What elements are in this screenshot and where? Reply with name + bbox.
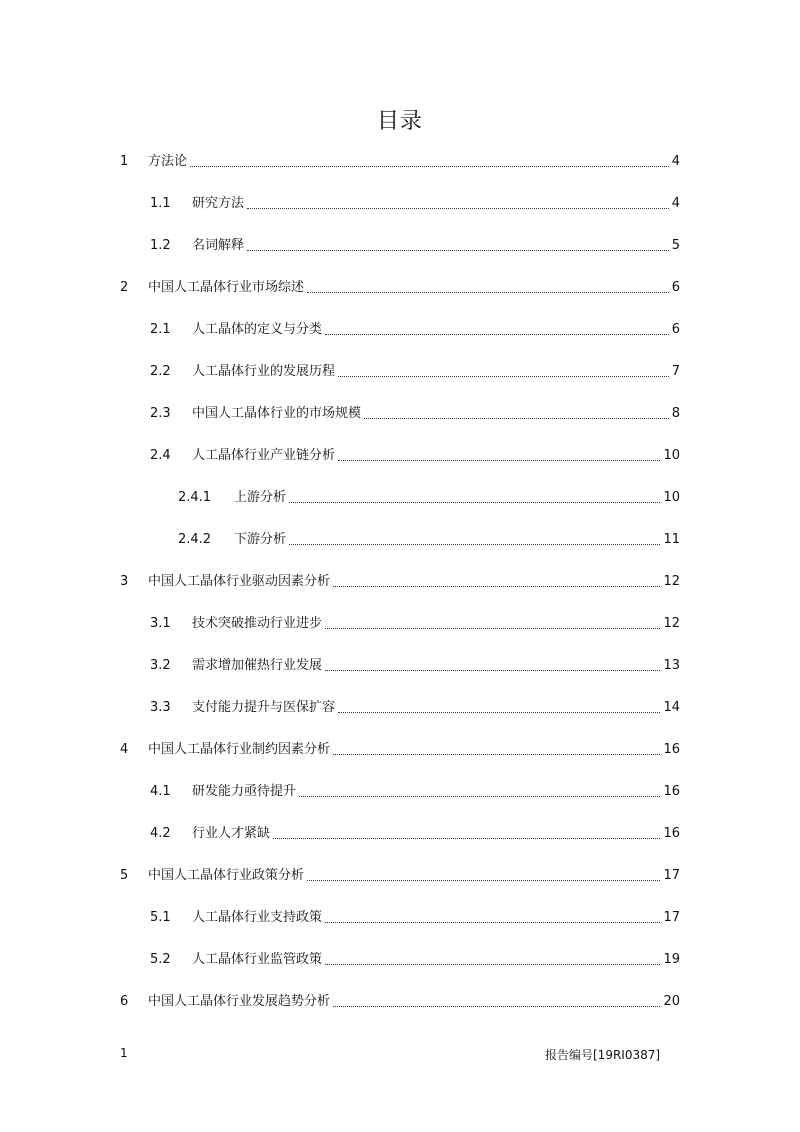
toc-entry[interactable] [150,781,680,801]
toc-leader-dots [333,1006,660,1007]
toc-entry-number: 2.1 [150,322,171,337]
toc-leader-dots [325,334,669,335]
toc-entry[interactable] [150,445,680,465]
toc-leader-dots [247,250,669,251]
toc-entry[interactable] [150,235,680,255]
toc-entry-page: 6 [671,280,680,295]
toc-entry-title: 中国人工晶体行业的市场规模 [192,406,362,421]
toc-leader-dots [325,628,660,629]
toc-entry-title: 名词解释 [192,238,245,253]
toc-title: 目录 [376,109,423,134]
toc-entry-number: 5 [120,868,129,883]
toc-entry-page: 12 [663,616,680,631]
toc-entry-page: 16 [663,784,680,799]
toc-entry-title: 行业人才紧缺 [192,826,271,841]
footer-page-number: 1 [120,1046,128,1060]
toc-entry[interactable] [120,571,680,591]
toc-entry-page: 17 [663,910,680,925]
toc-entry-number: 3.2 [150,658,171,673]
toc-entry-number: 2.2 [150,364,171,379]
toc-entry-number: 2 [120,280,129,295]
toc-entry-title: 人工晶体的定义与分类 [192,322,323,337]
toc-entry-page: 14 [663,700,680,715]
toc-leader-dots [289,544,660,545]
toc-entry[interactable] [150,823,680,843]
toc-entry-title: 需求增加催热行业发展 [192,658,323,673]
toc-entry-number: 1.2 [150,238,171,253]
toc-entry-number: 1 [120,154,129,169]
toc-entry-page: 16 [663,742,680,757]
toc-entry-title: 下游分析 [234,532,287,547]
toc-entry-number: 2.4.1 [178,490,212,505]
toc-entry[interactable] [120,739,680,759]
toc-entry-number: 1.1 [150,196,171,211]
toc-entry[interactable] [120,277,680,297]
toc-entry[interactable] [178,487,680,507]
toc-entry[interactable] [150,319,680,339]
toc-entry-title: 人工晶体行业监管政策 [192,952,323,967]
toc-entry-number: 2.3 [150,406,171,421]
toc-entry-page: 12 [663,574,680,589]
toc-entry-title: 方法论 [148,154,188,169]
toc-entry-number: 2.4 [150,448,171,463]
toc-entry-page: 7 [671,364,680,379]
toc-entry-number: 2.4.2 [178,532,212,547]
toc-leader-dots [364,418,669,419]
toc-leader-dots [338,712,660,713]
toc-entry[interactable] [150,361,680,381]
toc-entry-page: 11 [663,532,680,547]
toc-entry-title: 人工晶体行业的发展历程 [192,364,336,379]
toc-leader-dots [307,880,660,881]
toc-entry-title: 支付能力提升与医保扩容 [192,700,336,715]
toc-entry-title: 中国人工晶体行业发展趋势分析 [148,994,331,1009]
toc-entry[interactable] [120,151,680,171]
toc-leader-dots [307,292,669,293]
toc-entry-page: 4 [671,196,680,211]
toc-entry-title: 人工晶体行业产业链分析 [192,448,336,463]
toc-leader-dots [325,670,660,671]
toc-entry[interactable] [150,193,680,213]
toc-entry-page: 6 [671,322,680,337]
toc-entry-number: 3.1 [150,616,171,631]
toc-leader-dots [333,586,660,587]
toc-entry-title: 人工晶体行业支持政策 [192,910,323,925]
toc-entry-page: 8 [671,406,680,421]
toc-entry-number: 3 [120,574,129,589]
toc-entry[interactable] [150,697,680,717]
toc-entry-title: 研发能力亟待提升 [192,784,297,799]
toc-entry-page: 13 [663,658,680,673]
toc-leader-dots [338,376,669,377]
toc-entry-title: 技术突破推动行业进步 [192,616,323,631]
toc-entry-page: 4 [671,154,680,169]
toc-entry-number: 5.1 [150,910,171,925]
toc-entry-page: 20 [663,994,680,1009]
toc-entry-number: 4.1 [150,784,171,799]
toc-entry[interactable] [150,949,680,969]
toc-leader-dots [247,208,669,209]
toc-entry[interactable] [150,907,680,927]
toc-entry-page: 19 [663,952,680,967]
toc-entry-page: 16 [663,826,680,841]
toc-leader-dots [333,754,660,755]
toc-entry[interactable] [178,529,680,549]
toc-entry-title: 中国人工晶体行业驱动因素分析 [148,574,331,589]
toc-entry-title: 中国人工晶体行业政策分析 [148,868,305,883]
toc-entry-number: 6 [120,994,129,1009]
toc-entry[interactable] [120,991,680,1011]
toc-entry-page: 10 [663,490,680,505]
toc-entry[interactable] [150,613,680,633]
toc-entry-number: 5.2 [150,952,171,967]
toc-entry-title: 研究方法 [192,196,245,211]
toc-entry[interactable] [120,865,680,885]
toc-leader-dots [325,964,660,965]
toc-leader-dots [299,796,660,797]
toc-entry-number: 4.2 [150,826,171,841]
toc-entry-title: 中国人工晶体行业市场综述 [148,280,305,295]
toc-leader-dots [338,460,660,461]
toc-entry-page: 5 [671,238,680,253]
toc-leader-dots [325,922,660,923]
toc-leader-dots [289,502,660,503]
toc-entry[interactable] [150,403,680,423]
footer-report-id: 报告编号[19RI0387] [545,1048,661,1062]
toc-entry-title: 中国人工晶体行业制约因素分析 [148,742,331,757]
toc-leader-dots [190,166,669,167]
toc-entry-title: 上游分析 [234,490,287,505]
toc-entry[interactable] [150,655,680,675]
toc-leader-dots [273,838,660,839]
toc-entry-page: 17 [663,868,680,883]
toc-entry-number: 4 [120,742,129,757]
toc-entry-number: 3.3 [150,700,171,715]
toc-entry-page: 10 [663,448,680,463]
